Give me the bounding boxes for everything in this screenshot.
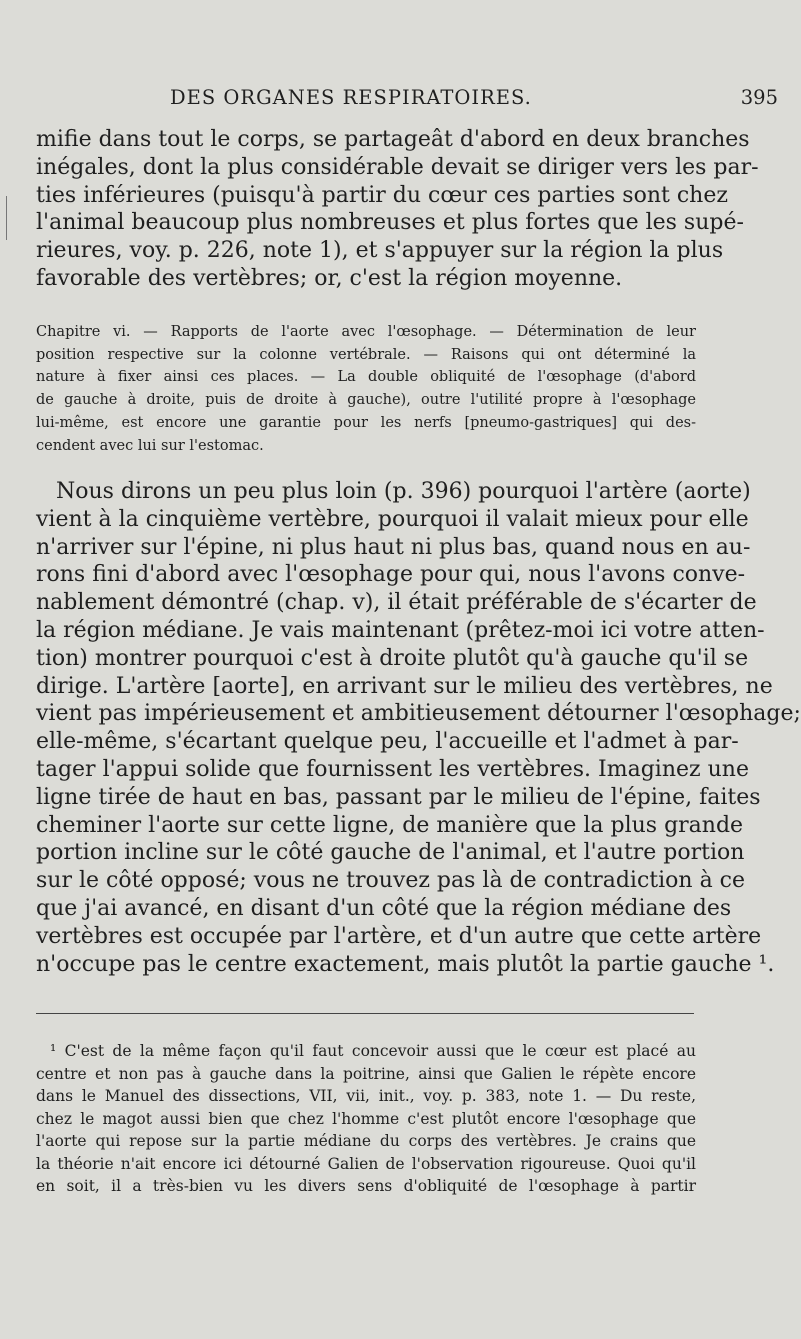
text-line: inégales, dont la plus considérable devait se diriger vers les par- [36, 154, 759, 180]
text-line: mifie dans tout le corps, se partageât d'abord en deux branches [36, 127, 750, 152]
footnote-line: ¹ C'est de la même façon qu'il faut concevoir aussi que le cœur est placé au [50, 1042, 696, 1060]
text-line: portion incline sur le côté gauche de l'animal, et l'autre portion [36, 840, 745, 866]
text-line: favorable des vertèbres; or, c'est la région moyenne. [36, 265, 623, 291]
text-line: la région médiane. Je vais maintenant (prêtez-moi ici votre atten- [36, 617, 765, 643]
footnote-line: centre et non pas à gauche dans la poitrine, ainsi que Galien le répète encore [36, 1064, 696, 1083]
footnote-line: l'aorte qui repose sur la partie médiane du corps des vertèbres. Je crains que [36, 1132, 696, 1150]
summary-line: position respective sur la colonne vertébrale. — Raisons qui ont déterminé la [36, 346, 696, 363]
footnote-line: la théorie n'ait encore ici détourné Galien de l'observation rigoureuse. Quoi qu'il [36, 1154, 696, 1173]
text-line: ties inférieures (puisqu'à partir du cœur ces parties sont chez [36, 182, 728, 208]
text-line: rieures, voy. p. 226, note 1), et s'appuyer sur la région la plus [36, 238, 724, 264]
footnote-line: en soit, il a très-bien vu les divers sens d'obliquité de l'œsophage à partir [36, 1177, 696, 1195]
paragraph-top [36, 126, 759, 293]
footnote-line: dans le Manuel des dissections, VII, vii, init., voy. p. 383, note 1. — Du reste, [36, 1087, 696, 1105]
text-line: vient pas impérieusement et ambitieusement détourner l'œsophage; [36, 701, 801, 727]
text-line: cheminer l'aorte sur cette ligne, de manière que la plus grande [36, 812, 744, 838]
text-line: vertèbres est occupée par l'artère, et d'un autre que cette artère [36, 923, 762, 949]
footnote-rule [36, 1013, 694, 1014]
summary-line: nature à fixer ainsi ces places. — La double obliquité de l'œsophage (d'abord [36, 369, 696, 386]
chapter-summary [36, 321, 696, 457]
summary-line: lui-même, est encore une garantie pour les nerfs [pneumo-gastriques] qui des- [36, 414, 696, 431]
running-title: DES ORGANES RESPIRATOIRES. [170, 86, 532, 109]
text-line: tager l'appui solide que fournissent les vertèbres. Imaginez une [36, 756, 749, 782]
text-line: elle-même, s'écartant quelque peu, l'accueille et l'admet à par- [36, 729, 739, 755]
text-line: vient à la cinquième vertèbre, pourquoi il valait mieux pour elle [36, 506, 749, 532]
text-line: dirige. L'artère [aorte], en arrivant sur le milieu des vertèbres, ne [36, 673, 773, 699]
summary-line: cendent avec lui sur l'estomac. [36, 437, 264, 454]
text-line: n'occupe pas le centre exactement, mais plutôt la partie gauche ¹. [36, 951, 775, 977]
margin-mark [6, 196, 7, 240]
text-line: n'arriver sur l'épine, ni plus haut ni plus bas, quand nous en au- [36, 534, 751, 560]
text-line: tion) montrer pourquoi c'est à droite plutôt qu'à gauche qu'il se [36, 645, 749, 671]
page-number: 395 [740, 86, 778, 109]
paragraph-main [36, 478, 801, 978]
summary-line: de gauche à droite, puis de droite à gauche), outre l'utilité propre à l'œsophage [36, 392, 696, 409]
text-line: rons fini d'abord avec l'œsophage pour qui, nous l'avons conve- [36, 562, 746, 588]
text-line: Nous dirons un peu plus loin (p. 396) pourquoi l'artère (aorte) [56, 479, 751, 504]
text-line: que j'ai avancé, en disant d'un côté que la région médiane des [36, 895, 732, 921]
text-line: l'animal beaucoup plus nombreuses et plus fortes que les supé- [36, 210, 744, 236]
text-line: sur le côté opposé; vous ne trouvez pas là de contradiction à ce [36, 868, 746, 894]
text-line: ligne tirée de haut en bas, passant par le milieu de l'épine, faites [36, 784, 761, 810]
running-header [0, 86, 800, 118]
footnote-line: chez le magot aussi bien que chez l'homme c'est plutôt encore l'œsophage que [36, 1109, 696, 1128]
footnote [36, 1040, 696, 1198]
text-line: nablement démontré (chap. v), il était préférable de s'écarter de [36, 590, 757, 616]
summary-line: Chapitre vi. — Rapports de l'aorte avec l'œsophage. — Détermination de leur [36, 324, 696, 340]
